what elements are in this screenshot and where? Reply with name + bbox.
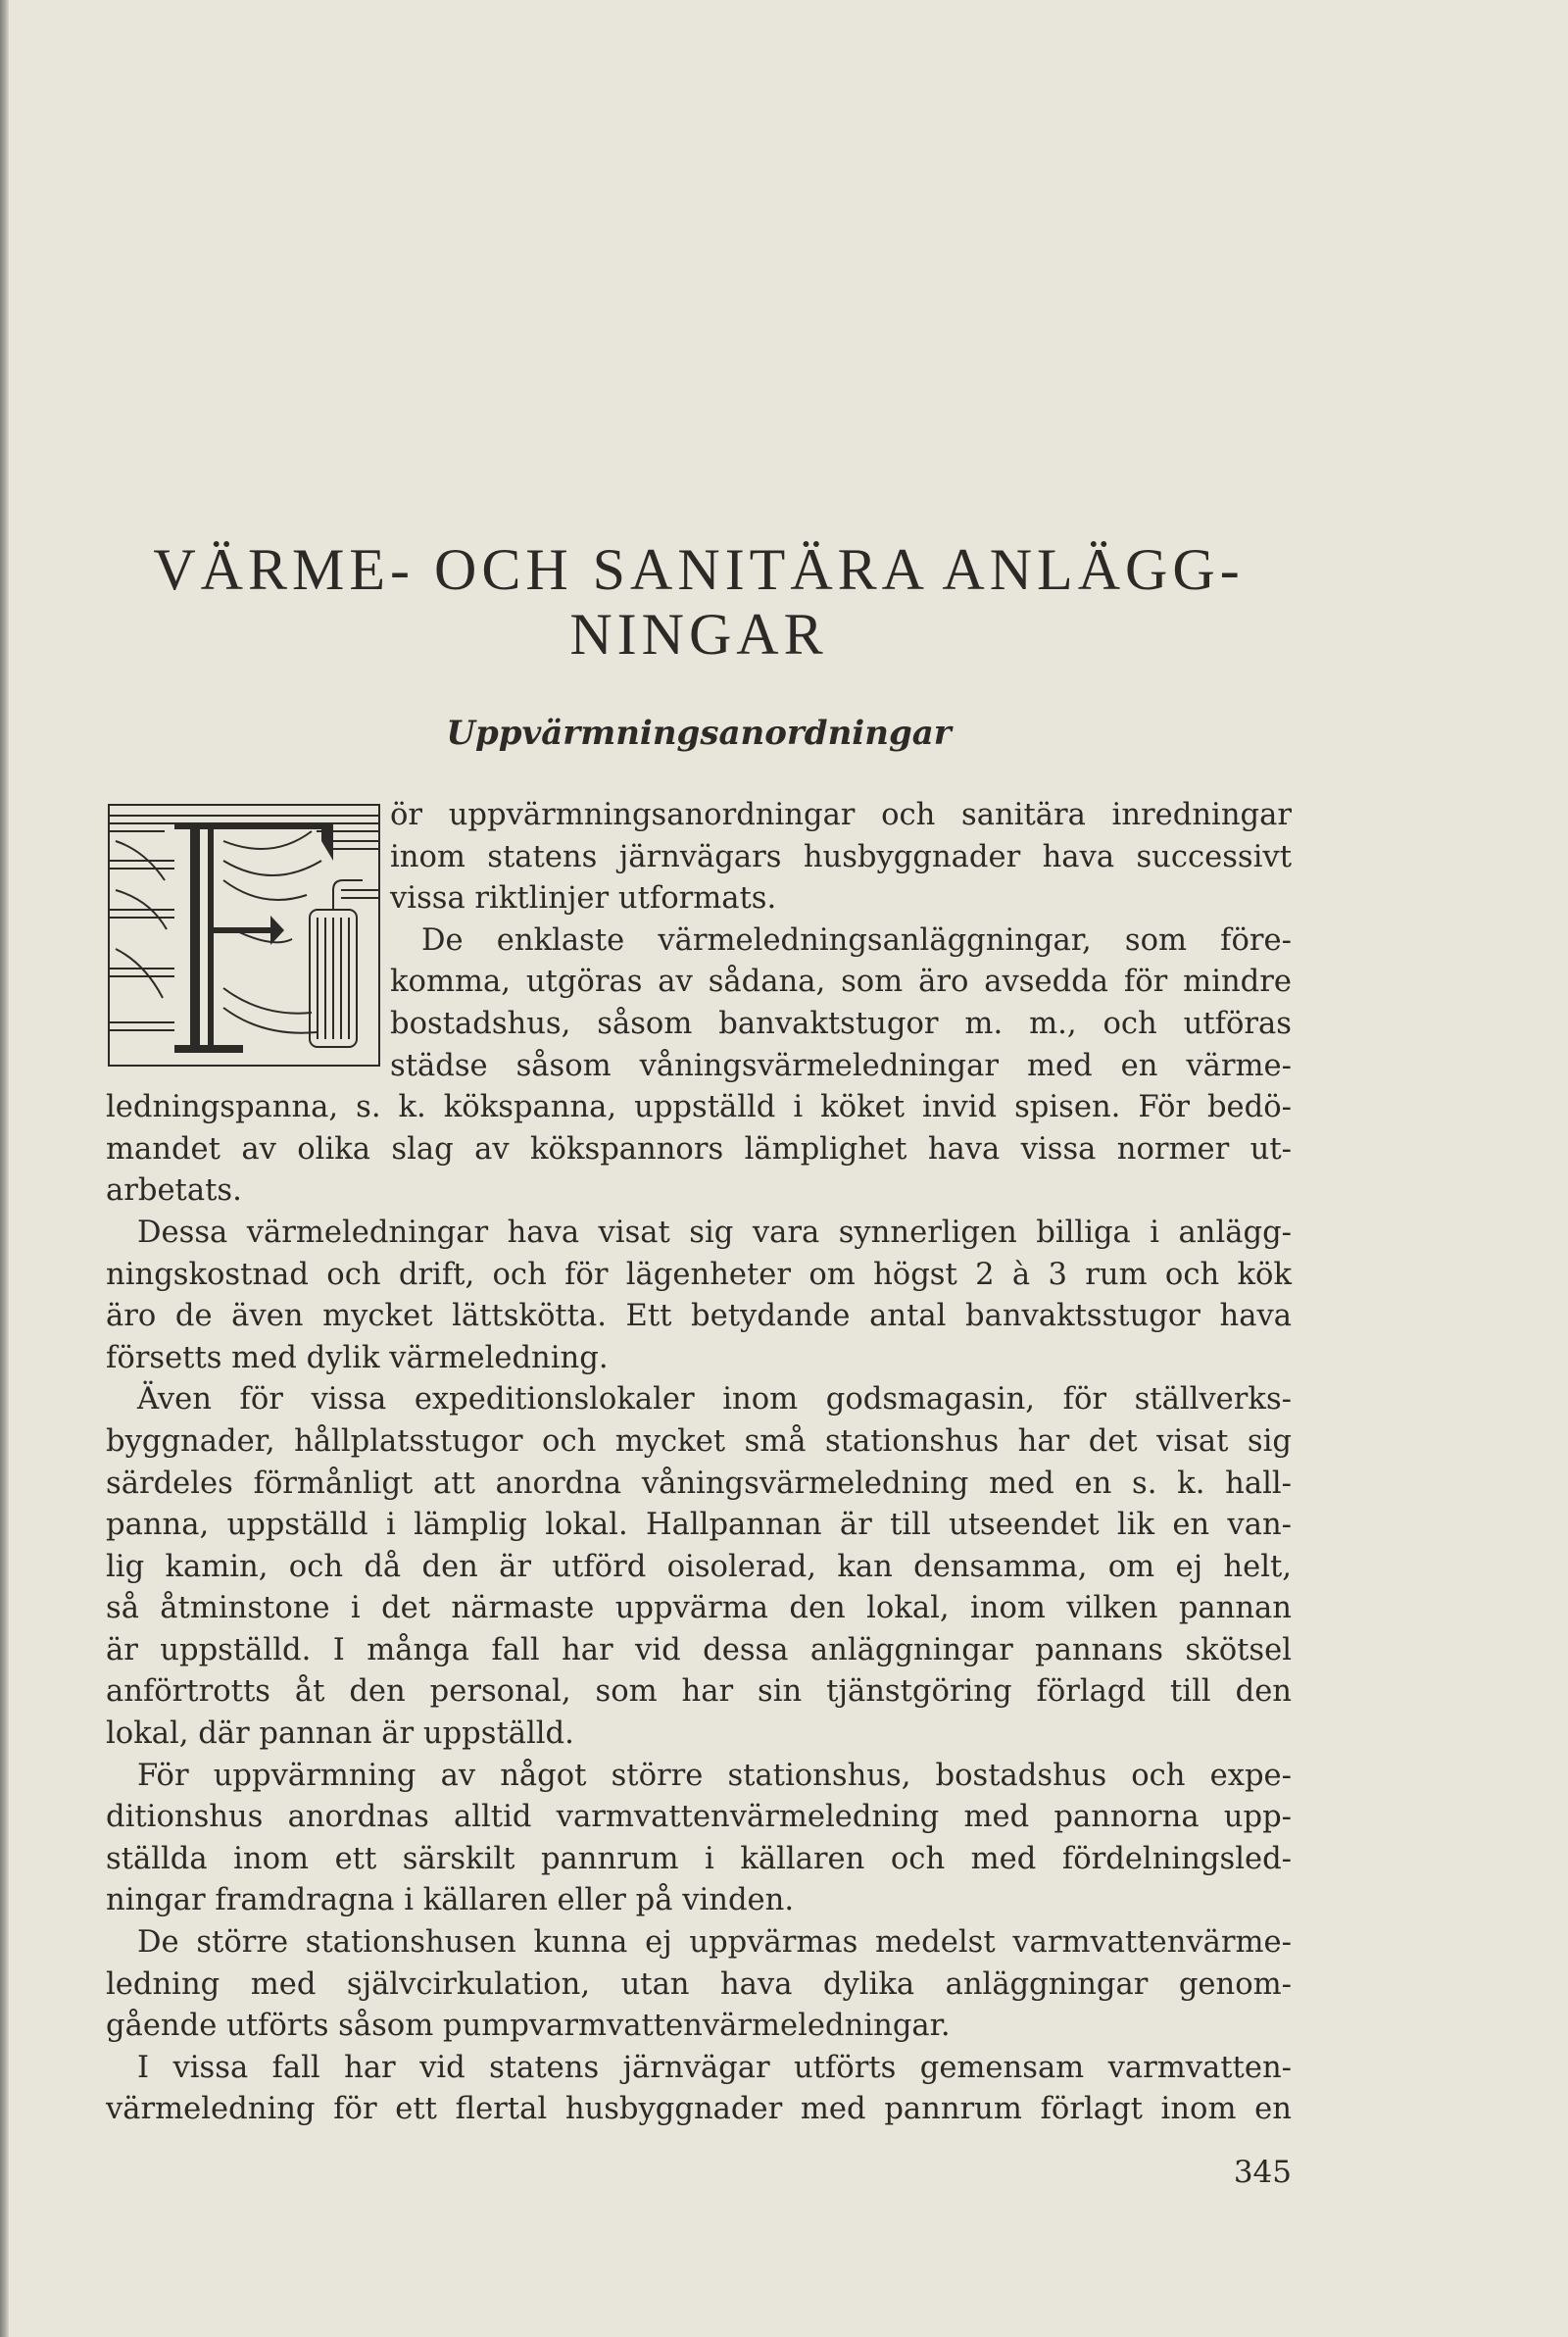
text-line: inom statens järnvägars husbyggnader hava successivt (390, 839, 1292, 874)
text-line: ditionshus anordnas alltid varmvattenvärmeledning med pannorna upp- (106, 1800, 1292, 1835)
text-line: De enklaste värmeledningsanläggningar, som före- (421, 922, 1292, 958)
text-line: panna, uppställd i lämplig lokal. Hallpannan är till utseendet lik en van- (106, 1508, 1292, 1543)
paragraph-5 (106, 1756, 1292, 1922)
text-line: särdeles förmånligt att anordna våningsvärmeledning med en s. k. hall- (106, 1466, 1292, 1501)
paragraph-6 (106, 1922, 1292, 2048)
text-line: ör uppvärmningsanordningar och sanitära inredningar (390, 798, 1292, 832)
text-line: I vissa fall har vid statens järnvägar utförts gemensam varmvatten- (137, 2050, 1292, 2085)
text-line: äro de även mycket lättskötta. Ett betydande antal banvaktsstugor hava (106, 1299, 1292, 1334)
text-line: arbetats. (106, 1173, 242, 1209)
paragraph-1 (106, 795, 1292, 920)
text-line: ningar framdragna i källaren eller på vinden. (106, 1883, 795, 1918)
text-line: städse såsom våningsvärmeledningar med en värme- (390, 1048, 1292, 1083)
section-subtitle: Uppvärmningsanordningar (446, 714, 952, 753)
chapter-title-line-1: VÄRME- OCH SANITÄRA ANLÄGG- (153, 537, 1245, 602)
text-line: byggnader, hållplatsstugor och mycket små stationshus har det visat sig (106, 1423, 1292, 1459)
text-line: ställda inom ett särskilt pannrum i källaren och med fördelningsled- (106, 1841, 1292, 1876)
text-line: bostadshus, såsom banvaktstugor m. m., och utföras (390, 1006, 1292, 1041)
text-line: lig kamin, och då den är utförd oisolerad, kan densamma, om ej helt, (106, 1549, 1292, 1584)
page-number: 345 (1233, 2155, 1292, 2190)
text-line: Även för vissa expeditionslokaler inom godsmagasin, för ställverks- (137, 1382, 1292, 1417)
page-edge-shadow (0, 0, 9, 2337)
text-line: mandet av olika slag av kökspannors lämplighet hava vissa normer ut- (106, 1131, 1292, 1167)
paragraph-3 (106, 1213, 1292, 1379)
book-page (106, 0, 1292, 2337)
text-line: värmeledning för ett flertal husbyggnader med pannrum förlagt inom en (106, 2092, 1292, 2127)
text-line: är uppställd. I många fall har vid dessa anläggningar pannans skötsel (106, 1632, 1292, 1667)
chapter-title (106, 537, 1292, 667)
text-line: komma, utgöras av sådana, som äro avsedda för mindre (390, 965, 1292, 1000)
text-line: vissa riktlinjer utformats. (390, 881, 777, 917)
text-line: försetts med dylik värmeledning. (106, 1340, 609, 1375)
text-line: anförtrotts åt den personal, som har sin tjänstgöring förlagd till den (106, 1674, 1292, 1710)
chapter-title-line-2: NINGAR (569, 602, 828, 667)
body-text (106, 795, 1292, 2131)
text-line: lokal, där pannan är uppställd. (106, 1716, 574, 1752)
text-line: De större stationshusen kunna ej uppvärmas medelst varmvattenvärme- (137, 1925, 1292, 1961)
text-line: För uppvärmning av något större stationshus, bostadshus och expe- (137, 1758, 1292, 1793)
text-line: så åtminstone i det närmaste uppvärma den lokal, inom vilken pannan (106, 1591, 1292, 1626)
text-line: ningskostnad och drift, och för lägenheter om högst 2 à 3 rum och kök (106, 1257, 1292, 1292)
paragraph-4 (106, 1379, 1292, 1755)
text-line: ledning med självcirkulation, utan hava dylika anläggningar genom- (106, 1966, 1292, 2002)
text-line: ledningspanna, s. k. kökspanna, uppställd i köket invid spisen. För bedö- (106, 1090, 1292, 1125)
text-line: Dessa värmeledningar hava visat sig vara synnerligen billiga i anlägg- (137, 1215, 1292, 1250)
text-line: gående utförts såsom pumpvarmvattenvärmeledningar. (106, 2009, 951, 2044)
paragraph-7 (106, 2048, 1292, 2131)
paragraph-2 (106, 920, 1292, 1213)
